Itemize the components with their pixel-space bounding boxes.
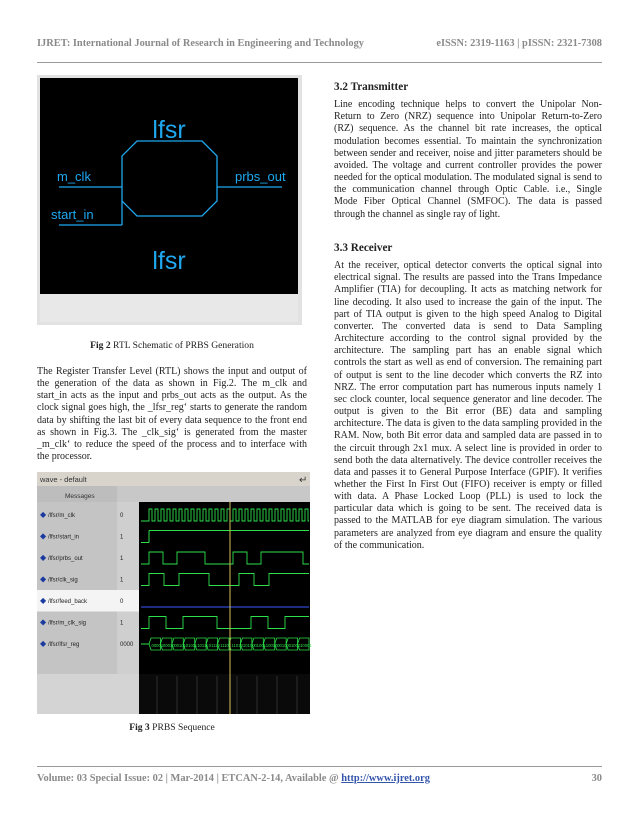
transmitter-heading: 3.2 Transmitter (334, 81, 409, 93)
bus-value: 10100 (242, 643, 255, 648)
section-transmitter (334, 81, 602, 221)
transmitter-text: Line encoding technique helps to convert the Unipolar Non-Return to Zero (NRZ) sequence into Unipolar Return-to-Zero (RZ) sequence. As the channel bit rate increases, the optical modulation becomes essential. To maintain the synchronization between sender and receiver, noise and jitter parameters should be avoided. The voltage and current controller provides the power needed for the optical modulation. The modulated signal is send to the communication channel through Optic Cable. i.e., Single Mode Fiber Optical Channel (SMFOC). The data is passed through the channel as single ray of light. (334, 99, 602, 220)
bus-value: 00010 (162, 643, 175, 648)
fig2-caption-text: RTL Schematic of PRBS Generation (113, 340, 254, 351)
messages-header: Messages (65, 493, 95, 500)
signal-value: 0 (120, 513, 124, 519)
signal-name[interactable]: /lfsr/start_in (48, 534, 80, 541)
signal-name[interactable]: /lfsr/lfsr_reg (48, 642, 80, 648)
block-label-bottom: lfsr (152, 247, 186, 275)
page-footer (37, 773, 602, 784)
footer-text: Volume: 03 Special Issue: 02 | Mar-2014 | ETCAN-2-14, Available @ (37, 773, 342, 784)
footer-rule (37, 766, 602, 767)
signal-value: 1 (120, 556, 124, 562)
journal-title: IJRET: International Journal of Research in Engineering and Technology (37, 38, 364, 49)
signal-icon: ◆ (40, 574, 47, 584)
figure-3-waveform (37, 472, 310, 714)
figure-2-rtl-schematic (37, 75, 302, 325)
signal-value: 1 (120, 620, 124, 627)
bus-value: 00101 (174, 643, 187, 648)
fig3-caption (37, 722, 307, 734)
wave-window-title: wave - default (40, 475, 87, 484)
header-rule (37, 62, 602, 63)
signal-name[interactable]: /lfsr/m_clk_sig (48, 620, 87, 627)
signal-icon: ◆ (40, 510, 47, 519)
rtl-schematic-svg (37, 75, 302, 325)
page-header (37, 38, 602, 49)
section-receiver (334, 242, 602, 552)
signal-icon: ◆ (40, 639, 47, 648)
bus-value: 00100 (277, 643, 289, 648)
bus-value: 10010 (265, 643, 278, 648)
bus-value: 10111 (197, 643, 209, 648)
bus-value: 11010 (231, 643, 243, 648)
wave-area (139, 502, 310, 674)
bus-value: 10001 (300, 643, 312, 648)
bus-value: 00001 (151, 643, 164, 648)
signal-name[interactable]: /lfsr/prbs_out (48, 556, 83, 562)
signal-icon: ◆ (40, 596, 47, 605)
signal-value: 0000 (120, 642, 134, 648)
bus-value: 01110 (208, 643, 220, 648)
signal-value: 1 (120, 577, 124, 584)
receiver-text: At the receiver, optical detector converts the optical signal into electrical signal. The results are passed into the Trans Impedance Amplifier (TIA) for decoupling. It acts as matching network for line decoding. It also used to increase the gain of the input. The part of TIA output is given to the high speed Analog to Digital converter. The converted data is send to Data Sampling Architecture according to the control signal provided by the architecture. The sampling part has an enable signal which controls the start as well as end of conversion. The remaining part of output is sent to the line decoder which converts the RZ into NRZ. The error computation part has numerous inputs namely 1 sec clock counter, local sequence generator and line decoder. The output is given to the Bit error (BE) data and sampling architecture. The data is given to the data sampling provided in the RAM. Now, both Bit error data and sampled data are passed in to the circuit through 2x1 mux. A select line is provided in order to send both the data alternatively. The device controller receives the data and passes it to General Purpose Interface (GPIF). It verifies whether the First In First Out (FIFO) receiver is empty or filled with data. A Phase Locked Loop (PLL) is used to lock the particular data which is going to be sent. The received data is passed to the MATLAB for eye diagram simulation. The various parameters are analyzed from eye diagram and ensure the quality of the communication. (334, 260, 602, 551)
receiver-heading: 3.3 Receiver (334, 242, 393, 254)
signal-value: 0 (120, 599, 124, 605)
bus-value: 01011 (185, 643, 198, 648)
fig3-caption-text: PRBS Sequence (152, 722, 215, 733)
journal-link[interactable]: http://www.ijret.org (341, 773, 430, 784)
page-number: 30 (591, 773, 602, 784)
bus-value: 01000 (288, 643, 301, 648)
fig2-caption (37, 340, 307, 352)
signal-icon: ◆ (40, 553, 47, 562)
signal-name[interactable]: /lfsr/m_clk (48, 513, 75, 519)
issn: eISSN: 2319-1163 | pISSN: 2321-7308 (436, 38, 602, 49)
signal-icon: ◆ (40, 617, 47, 627)
signal-value: 1 (120, 534, 124, 541)
rtl-description: The Register Transfer Level (RTL) shows the input and output of the generation of the data as shown in Fig.2. The m_clk and start_in acts as the input and prbs_out acts as the output. As the clock signal goes high, the _lfsr_reg‘ starts to generate the random data by shifting the last bit of every data sequence to the front end as shown in Fig.3. The _clk_sig‘ is generated from the master _m_clk‘ to reduce the speed of the process and to interface with the processor. (37, 366, 307, 463)
waveform-svg (37, 472, 310, 714)
signal-name[interactable]: /lfsr/feed_back (48, 599, 88, 605)
signal-name[interactable]: /lfsr/clk_sig (48, 577, 78, 584)
fig2-caption-label: Fig 2 (90, 340, 111, 351)
bus-value: 01001 (254, 643, 267, 648)
fig3-caption-label: Fig 3 (129, 722, 150, 733)
signal-icon: ◆ (40, 531, 47, 541)
port-prbs-out: prbs_out (235, 169, 286, 184)
window-dock-icon[interactable]: ↵ (299, 475, 308, 486)
block-label-top: lfsr (152, 116, 186, 144)
bus-value: 11101 (220, 643, 232, 648)
port-m-clk: m_clk (57, 169, 91, 184)
port-start-in: start_in (51, 207, 94, 222)
